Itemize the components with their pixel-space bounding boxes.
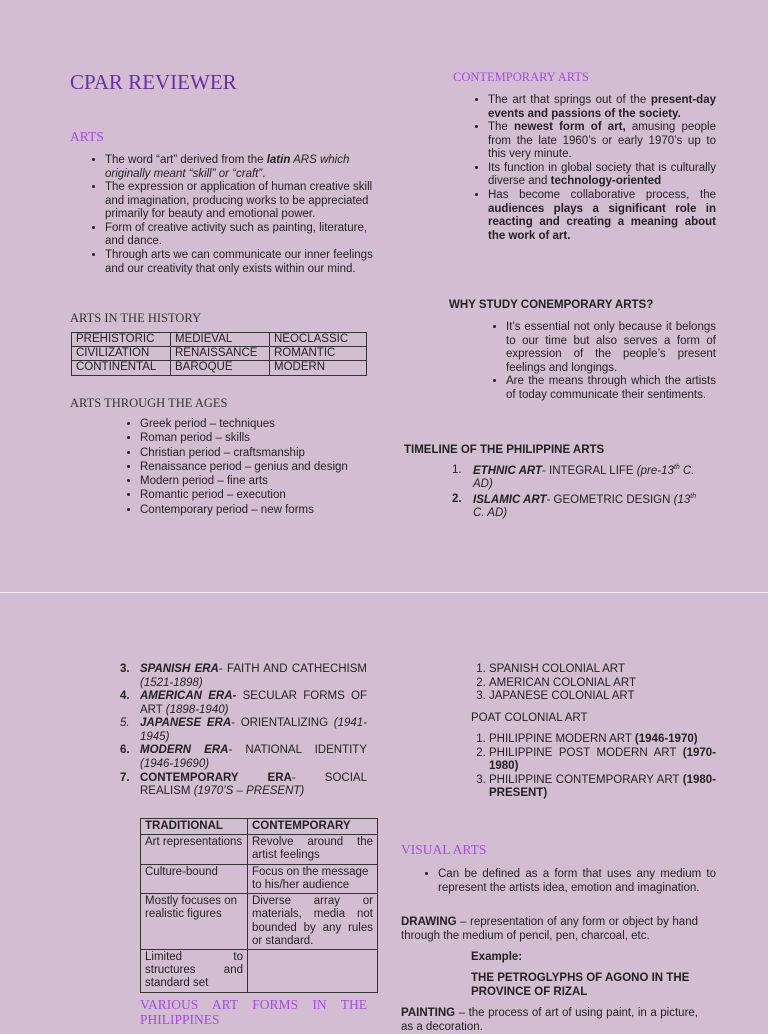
table-cell: CIVILIZATION (72, 347, 171, 361)
table-row (141, 819, 378, 835)
timeline-list (452, 464, 700, 521)
list-item: • Renaissance period – genius and design (140, 460, 380, 474)
list-item: 3. PHILIPPINE CONTEMPORARY ART (1980- PRESENT) (489, 774, 716, 801)
list-item: 2. PHILIPPINE POST MODERN ART (1970-1980) (489, 747, 716, 774)
era-item: 3. SPANISH ERA- FAITH AND CATHECHISM (1521-1898) (120, 663, 367, 689)
list-item: • Its function in global society that is culturally diverse and technology-oriented (488, 162, 716, 189)
visual-list (420, 868, 716, 895)
page-divider (0, 592, 768, 593)
arts-heading: ARTS (70, 129, 104, 144)
example-label: Example: (471, 951, 523, 963)
table-cell: Revolve around the artist feelings (248, 835, 378, 864)
colonial-list (471, 663, 719, 704)
timeline-item: 1. ETHNIC ART- INTEGRAL LIFE (pre-13th C. AD) (452, 464, 695, 491)
list-item: 1. SPANISH COLONIAL ART (489, 663, 719, 677)
why-heading: WHY STUDY CONEMPORARY ARTS? (449, 299, 654, 311)
table-cell: ROMANTIC (270, 347, 367, 361)
table-cell: PREHISTORIC (72, 333, 171, 347)
table-cell: Limited to structures and standard set (141, 949, 248, 992)
drawing-definition: DRAWING – representation of any form or object by hand through the medium of pencil, pen, charcoal, etc. (401, 916, 698, 942)
list-item: • Greek period – techniques (140, 417, 380, 431)
list-item: • The art that springs out of the present-day events and passions of the society. (488, 94, 716, 121)
era-item: 7. CONTEMPORARY ERA- SOCIAL REALISM (1970’S – PRESENT) (120, 771, 367, 798)
list-item: • The newest form of art, amusing people from the late 1960’s or early 1970’s up to this very minute. (488, 121, 716, 162)
era-item: 6. MODERN ERA- NATIONAL IDENTITY (1946-19690) (120, 744, 368, 770)
table-row (72, 361, 367, 375)
list-item: 3. JAPANESE COLONIAL ART (489, 690, 719, 704)
why-list (488, 321, 716, 402)
table-cell: Art representations (141, 835, 248, 864)
ages-heading: ARTS THROUGH THE AGES (70, 396, 228, 410)
painting-definition: PAINTING – the process of art of using paint, in a picture, as a decoration. (401, 1007, 698, 1033)
eras-list (120, 663, 367, 799)
list-item: • Form of creative activity such as painting, literature, and dance. (105, 222, 373, 249)
comparison-table (140, 818, 378, 993)
contemporary-heading: CONTEMPORARY ARTS (453, 70, 589, 84)
ages-list (122, 417, 380, 517)
table-row (72, 333, 367, 347)
list-item: • Can be defined as a form that uses any medium to represent the artists idea, emotion and imagination. (438, 868, 716, 895)
example-text: THE PETROGLYPHS OF AGONO IN THE PROVINCE OF RIZAL (471, 972, 690, 998)
list-item: • Has become collaborative process, the audiences plays a significant role in reacting and creating a meaning about the work of art. (488, 189, 716, 243)
table-cell: Mostly focuses on realistic figures (141, 894, 248, 950)
list-item: • The word “art” derived from the latin ARS which originally meant “skill” or “craft”. (105, 154, 373, 181)
table-header: CONTEMPORARY (248, 819, 378, 835)
page-title: CPAR REVIEWER (70, 70, 237, 94)
list-item: • The expression or application of human creative skill and imagination, producing works to be appreciated primarily for beauty and emotional power. (105, 181, 373, 222)
table-cell: Focus on the message to his/her audience (248, 864, 378, 893)
list-item: • Christian period – craftsmanship (140, 446, 380, 460)
table-row (141, 835, 378, 864)
table-row (141, 894, 378, 950)
various-heading: VARIOUS ART FORMS IN THE PHILIPPINES (140, 997, 367, 1028)
table-cell (248, 949, 378, 992)
list-item: 2. AMERICAN COLONIAL ART (489, 677, 719, 691)
visual-heading: VISUAL ARTS (401, 842, 487, 857)
era-item: 4. AMERICAN ERA- SECULAR FORMS OF ART (1898-1940) (120, 690, 367, 716)
table-cell: BAROQUE (171, 361, 270, 375)
timeline-item: 2. ISLAMIC ART- GEOMETRIC DESIGN (13th C. AD) (452, 492, 697, 520)
history-table (71, 332, 367, 376)
table-cell: Culture-bound (141, 864, 248, 893)
table-cell: MEDIEVAL (171, 333, 270, 347)
contemporary-list (470, 94, 716, 243)
list-item: • Are the means through which the artists of today communicate their sentiments. (506, 375, 716, 402)
list-item: • It’s essential not only because it belongs to our time but also serves a form of expression of the people’s present feelings and longings. (506, 321, 716, 375)
table-row (141, 864, 378, 893)
list-item: • Romantic period – execution (140, 488, 380, 502)
table-row (72, 347, 367, 361)
list-item: • Modern period – fine arts (140, 474, 380, 488)
table-header: TRADITIONAL (141, 819, 248, 835)
list-item: • Through arts we can communicate our inner feelings and our creativity that only exists within our mind. (105, 249, 373, 276)
timeline-heading: TIMELINE OF THE PHILIPPINE ARTS (404, 444, 605, 456)
arts-list (87, 154, 373, 276)
table-cell: Diverse array or materials, media not bounded by any rules or standard. (248, 894, 378, 950)
postcolonial-heading: POAT COLONIAL ART (471, 712, 588, 724)
history-heading: ARTS IN THE HISTORY (70, 311, 202, 325)
table-cell: NEOCLASSIC (270, 333, 367, 347)
era-item: 5. JAPANESE ERA- ORIENTALIZING (1941-1945) (120, 717, 367, 743)
table-row (141, 949, 378, 992)
table-cell: CONTINENTAL (72, 361, 171, 375)
post-list (471, 733, 716, 801)
table-cell: MODERN (270, 361, 367, 375)
table-cell: RENAISSANCE (171, 347, 270, 361)
list-item: • Roman period – skills (140, 431, 380, 445)
list-item: • Contemporary period – new forms (140, 503, 380, 517)
list-item: 1. PHILIPPINE MODERN ART (1946-1970) (489, 733, 716, 747)
